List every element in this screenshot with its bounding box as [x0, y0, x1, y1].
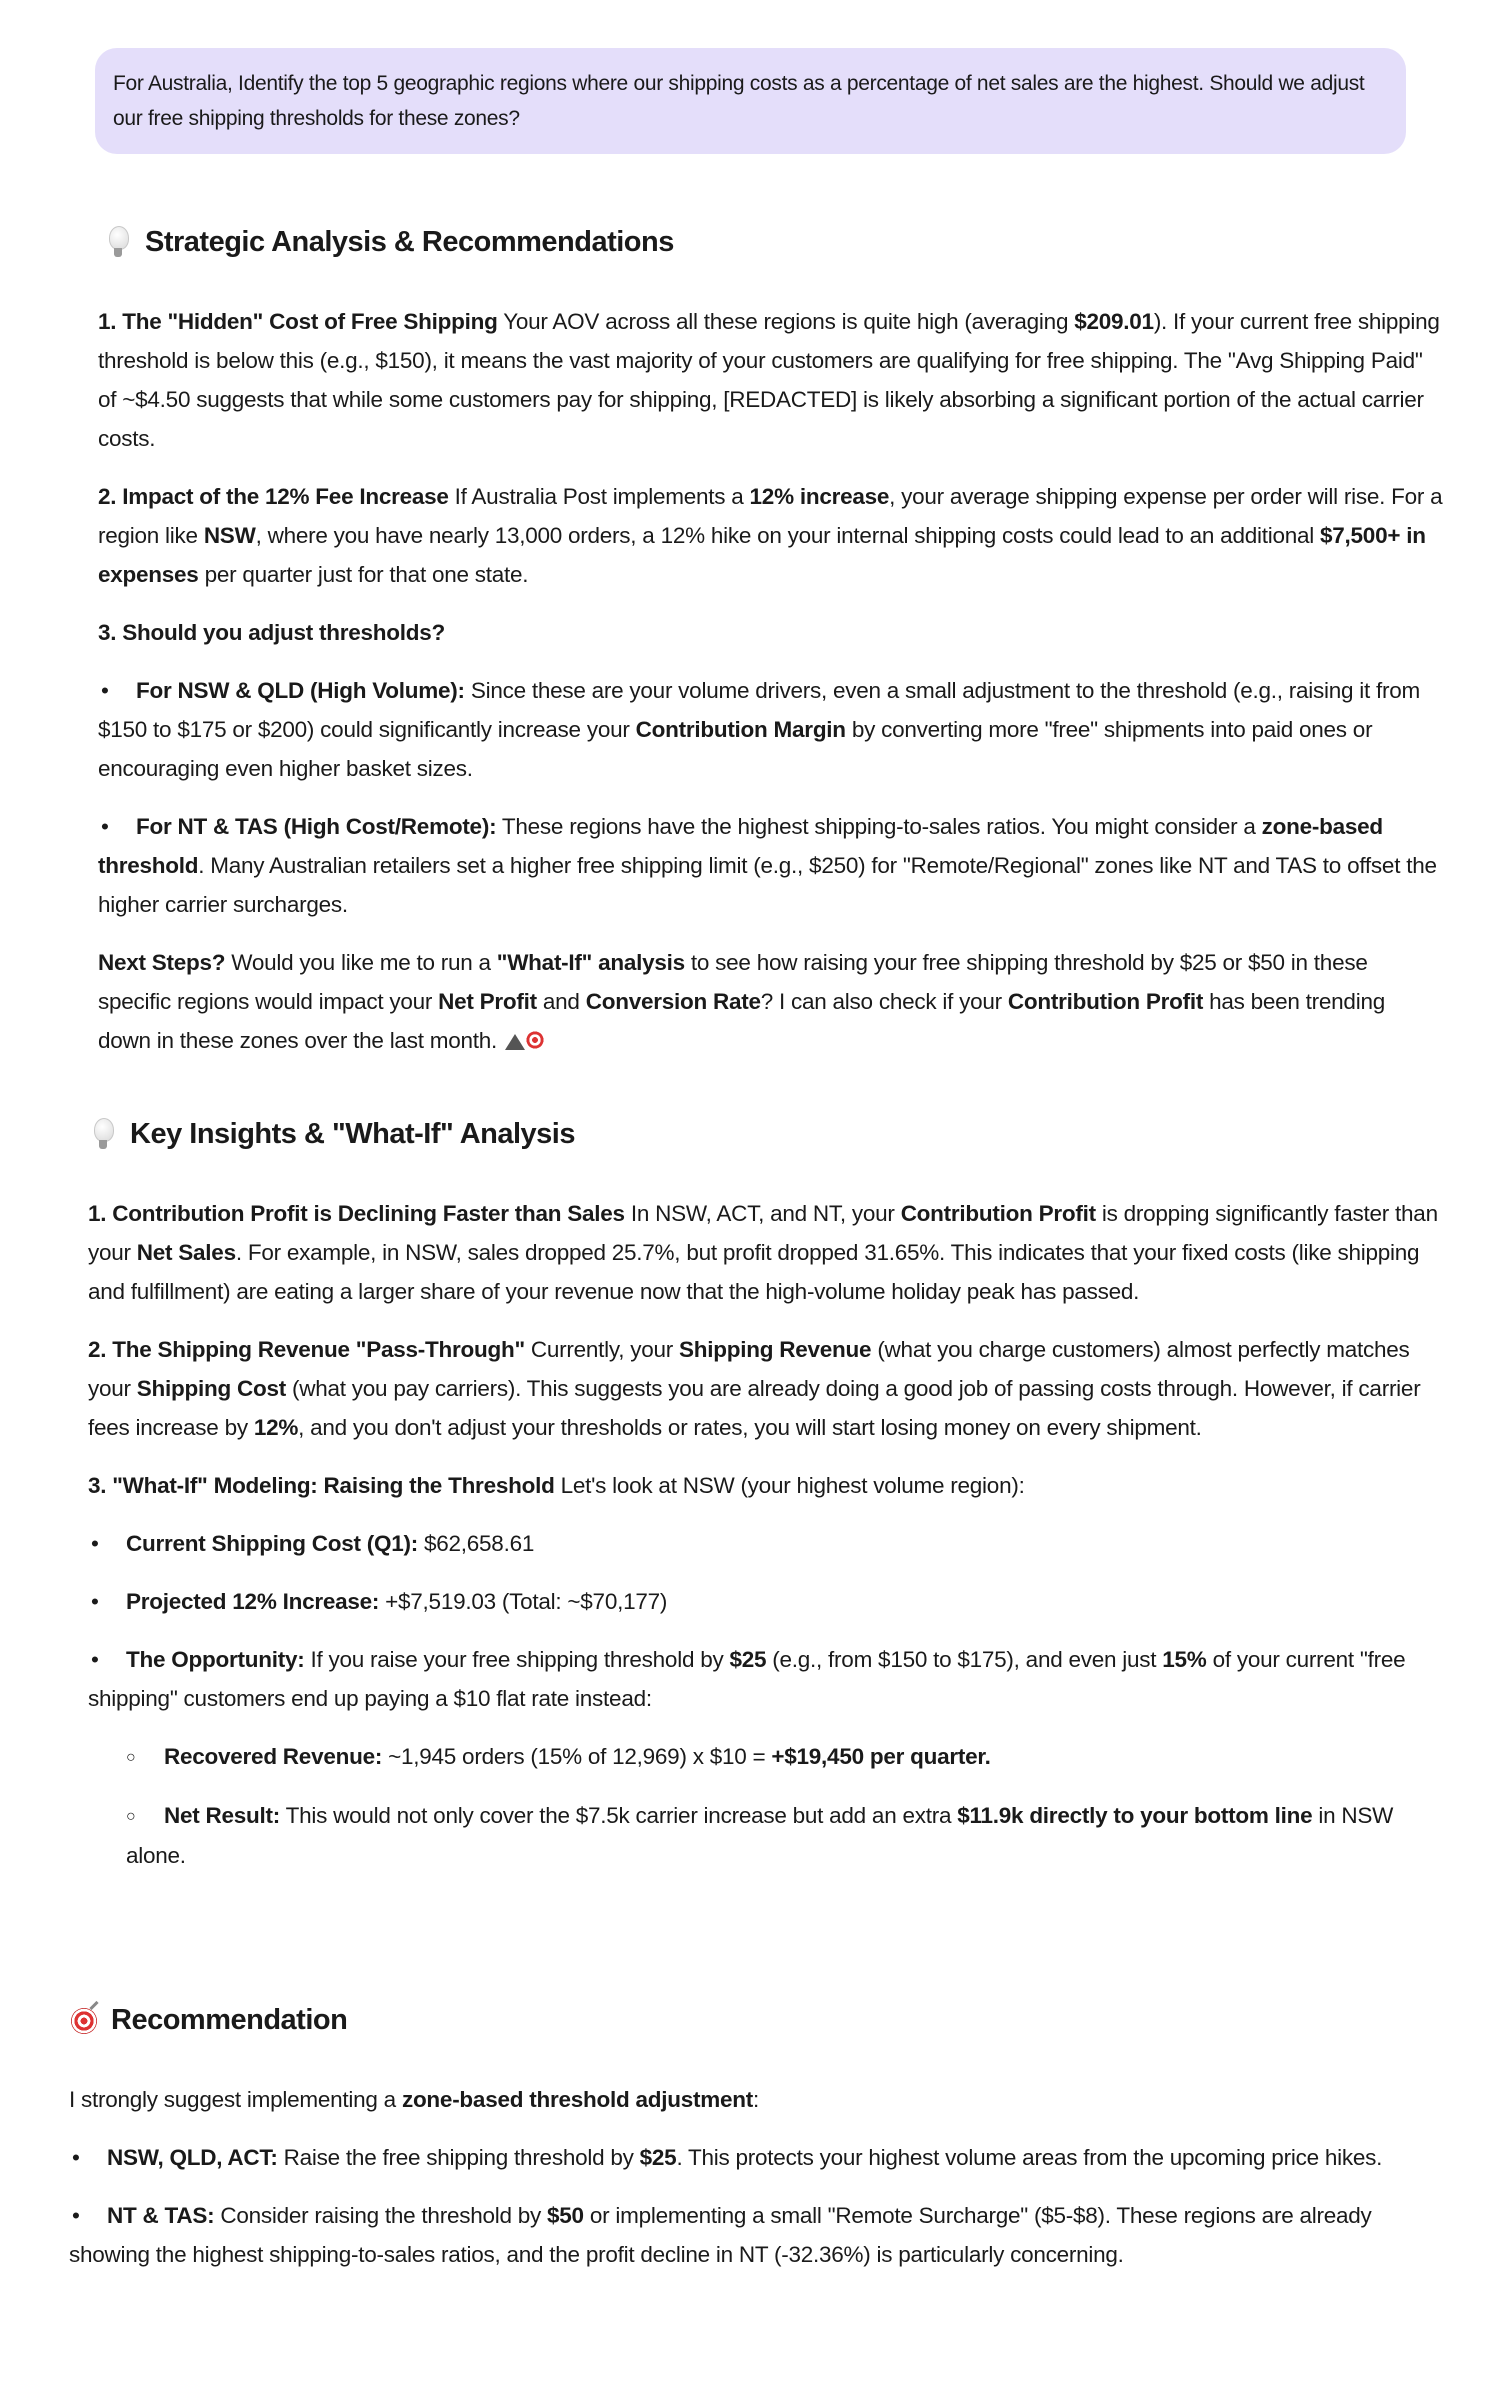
bold-text: Contribution Profit — [900, 1201, 1096, 1226]
bullet-icon: • — [91, 1589, 99, 1614]
bold-text: Conversion Rate — [585, 989, 761, 1014]
text: , your average shipping expense per order will rise. For a region like — [98, 484, 1443, 548]
text: If you raise your free shipping threshold by — [304, 1647, 730, 1672]
bold-text: Net Profit — [438, 989, 537, 1014]
sub-bullet-icon: ○ — [126, 1749, 136, 1766]
section-heading-text: Strategic Analysis & Recommendations — [145, 226, 674, 258]
target-icon — [69, 2002, 101, 2038]
bold-text: $25 — [729, 1647, 767, 1672]
text: (what you charge customers) almost perfectly matches your — [88, 1337, 1410, 1401]
paragraph — [69, 2080, 1429, 2119]
bold-text: Net Sales — [136, 1240, 236, 1265]
bold-text: $7,500+ in expenses — [98, 523, 1426, 587]
bold-text: +$19,450 per quarter. — [771, 1744, 991, 1769]
bold-text: 12% increase — [749, 484, 890, 509]
bulb-glass — [94, 1118, 114, 1142]
bold-text: 1. The "Hidden" Cost of Free Shipping — [98, 309, 498, 334]
bold-text: 3. Should you adjust thresholds? — [98, 620, 446, 645]
bold-text: $209.01 — [1074, 309, 1154, 334]
bulb-base — [114, 248, 122, 257]
bold-text: zone-based threshold adjustment — [401, 2087, 753, 2112]
key-insights-section — [88, 1112, 1443, 1894]
mountain-icon — [505, 1034, 525, 1050]
paragraph — [98, 302, 1443, 458]
bold-text: Contribution Profit — [1007, 989, 1204, 1014]
list-item — [88, 1737, 1443, 1777]
text: , and you don't adjust your thresholds or rates, you will start losing money on every shipment. — [298, 1415, 1202, 1440]
list-item — [69, 2138, 1429, 2177]
text: ? I can also check if your — [760, 989, 1008, 1014]
text: . This protects your highest volume areas from the upcoming price hikes. — [676, 2145, 1383, 2170]
bold-text: 2. Impact of the 12% Fee Increase — [98, 484, 449, 509]
paragraph — [98, 943, 1443, 1060]
bold-text: zone-based threshold — [98, 814, 1383, 878]
bold-text: $25 — [639, 2145, 677, 2170]
bold-text: For NT & TAS (High Cost/Remote): — [136, 814, 497, 839]
text: (e.g., from $150 to $175), and even just — [766, 1647, 1163, 1672]
paragraph — [88, 1194, 1443, 1311]
bold-text: $11.9k directly to your bottom line — [957, 1803, 1313, 1828]
bold-text: Shipping Cost — [136, 1376, 287, 1401]
list-item — [98, 807, 1443, 924]
text: is dropping significantly faster than your — [88, 1201, 1438, 1265]
paragraph — [98, 613, 1443, 652]
section-heading-text: Key Insights & "What-If" Analysis — [130, 1118, 575, 1150]
bold-text: 15% — [1162, 1647, 1207, 1672]
section-heading — [103, 220, 1443, 264]
bold-text: Projected 12% Increase: — [126, 1589, 380, 1614]
paragraph — [88, 1466, 1443, 1505]
lightbulb-icon — [103, 224, 135, 260]
bold-text: Contribution Margin — [635, 717, 846, 742]
sub-bullet-icon: ○ — [126, 1808, 136, 1825]
bold-text: NSW — [203, 523, 256, 548]
text: . For example, in NSW, sales dropped 25.7%, but profit dropped 31.65%. This indicates that your fixed costs (like shipping and fulfillment) are eating a larger share of your revenue now that the high-volume holiday peak has passed. — [88, 1240, 1420, 1304]
text: Since these are your volume drivers, even a small adjustment to the threshold (e.g., raising it from $150 to $175 or $200) could significantly increase your — [98, 678, 1421, 742]
bulb-glass — [109, 226, 129, 250]
dart — [89, 2001, 98, 2010]
text: This would not only cover the $7.5k carrier increase but add an extra — [280, 1803, 958, 1828]
text: Your AOV across all these regions is quite high (averaging — [497, 309, 1075, 334]
text: I strongly suggest implementing a — [69, 2087, 402, 2112]
text: ). If your current free shipping threshold is below this (e.g., $150), it means the vast majority of your customers are qualifying for free shipping. The "Avg Shipping Paid" of ~$4.50 suggests that while some customers pay for shipping, [REDACTED] is likely absorbing a significant portion of the actual carrier costs. — [98, 309, 1440, 451]
list-item — [88, 1640, 1443, 1718]
user-prompt-text: For Australia, Identify the top 5 geographic regions where our shipping costs as a percentage of net sales are the highest. Should we adjust our free shipping thresholds for these zones? — [113, 72, 1365, 130]
section-heading — [88, 1112, 1443, 1156]
bold-text: 2. The Shipping Revenue "Pass-Through" — [88, 1337, 525, 1362]
bold-text: NSW, QLD, ACT: — [107, 2145, 278, 2170]
text: In NSW, ACT, and NT, your — [624, 1201, 901, 1226]
text: has been trending down in these zones over the last month. — [98, 989, 1385, 1053]
text: If Australia Post implements a — [448, 484, 750, 509]
paragraph — [88, 1330, 1443, 1447]
text: in NSW alone. — [126, 1803, 1394, 1868]
text: per quarter just for that one state. — [198, 562, 529, 587]
section-heading — [69, 1998, 1429, 2042]
bullet-icon: • — [91, 1647, 99, 1672]
text: to see how raising your free shipping threshold by $25 or $50 in these specific regions would impact your — [98, 950, 1368, 1014]
recommendation-section — [69, 1998, 1429, 2293]
bold-text: The Opportunity: — [126, 1647, 305, 1672]
bold-text: 3. "What-If" Modeling: Raising the Threshold — [88, 1473, 555, 1498]
bold-text: For NSW & QLD (High Volume): — [136, 678, 465, 703]
text: of your current "free shipping" customers end up paying a $10 flat rate instead: — [88, 1647, 1406, 1711]
target-rings — [71, 2008, 97, 2034]
bold-text: Recovered Revenue: — [164, 1744, 383, 1769]
bold-text: Net Result: — [164, 1803, 281, 1828]
bold-text: "What-If" analysis — [496, 950, 685, 975]
text: Let's look at NSW (your highest volume region): — [554, 1473, 1025, 1498]
bold-text: Shipping Revenue — [679, 1337, 872, 1362]
bold-text: Next Steps? — [98, 950, 226, 975]
bold-text: NT & TAS: — [107, 2203, 215, 2228]
text: : — [752, 2087, 759, 2112]
bullet-icon: • — [101, 814, 109, 839]
bold-text: $50 — [547, 2203, 584, 2228]
section-heading-text: Recommendation — [111, 2004, 348, 2036]
text: These regions have the highest shipping-to-sales ratios. You might consider a — [496, 814, 1262, 839]
list-item — [69, 2196, 1429, 2274]
bulb-base — [99, 1140, 107, 1149]
bold-text: 1. Contribution Profit is Declining Faster than Sales — [88, 1201, 625, 1226]
text: Consider raising the threshold by — [214, 2203, 548, 2228]
text: and — [536, 989, 586, 1014]
text: or implementing a small "Remote Surcharge" ($5-$8). These regions are already showing the highest shipping-to-sales ratios, and the profit decline in NT (-32.36%) is particularly concerning. — [69, 2203, 1372, 2267]
user-prompt-bubble — [95, 48, 1406, 154]
mountain-target-emoji-icon — [503, 1026, 551, 1052]
target-icon — [525, 1030, 545, 1050]
bullet-icon: • — [72, 2145, 80, 2170]
bullet-icon: • — [72, 2203, 80, 2228]
text: (what you pay carriers). This suggests you are already doing a good job of passing costs through. However, if carrier fees increase by — [88, 1376, 1421, 1440]
text: , where you have nearly 13,000 orders, a 12% hike on your internal shipping costs could lead to an additional — [255, 523, 1321, 548]
text: Currently, your — [524, 1337, 680, 1362]
list-item — [98, 671, 1443, 788]
text: . Many Australian retailers set a higher free shipping limit (e.g., $250) for "Remote/Regional" zones like NT and TAS to offset the higher carrier surcharges. — [98, 853, 1437, 917]
bullet-icon: • — [91, 1531, 99, 1556]
list-item — [88, 1796, 1443, 1875]
list-item — [88, 1582, 1443, 1621]
text: Would you like me to run a — [225, 950, 497, 975]
bold-text: Current Shipping Cost (Q1): — [126, 1531, 418, 1556]
text: Raise the free shipping threshold by — [277, 2145, 640, 2170]
text: by converting more "free" shipments into paid ones or encouraging even higher basket sizes. — [98, 717, 1373, 781]
bullet-icon: • — [101, 678, 109, 703]
list-item — [88, 1524, 1443, 1563]
strategic-analysis-section — [98, 220, 1443, 1079]
text: ~1,945 orders (15% of 12,969) x $10 = — [382, 1744, 772, 1769]
text: +$7,519.03 (Total: ~$70,177) — [379, 1589, 668, 1614]
lightbulb-icon — [88, 1116, 120, 1152]
bold-text: 12% — [253, 1415, 299, 1440]
text: $62,658.61 — [417, 1531, 535, 1556]
paragraph — [98, 477, 1443, 594]
